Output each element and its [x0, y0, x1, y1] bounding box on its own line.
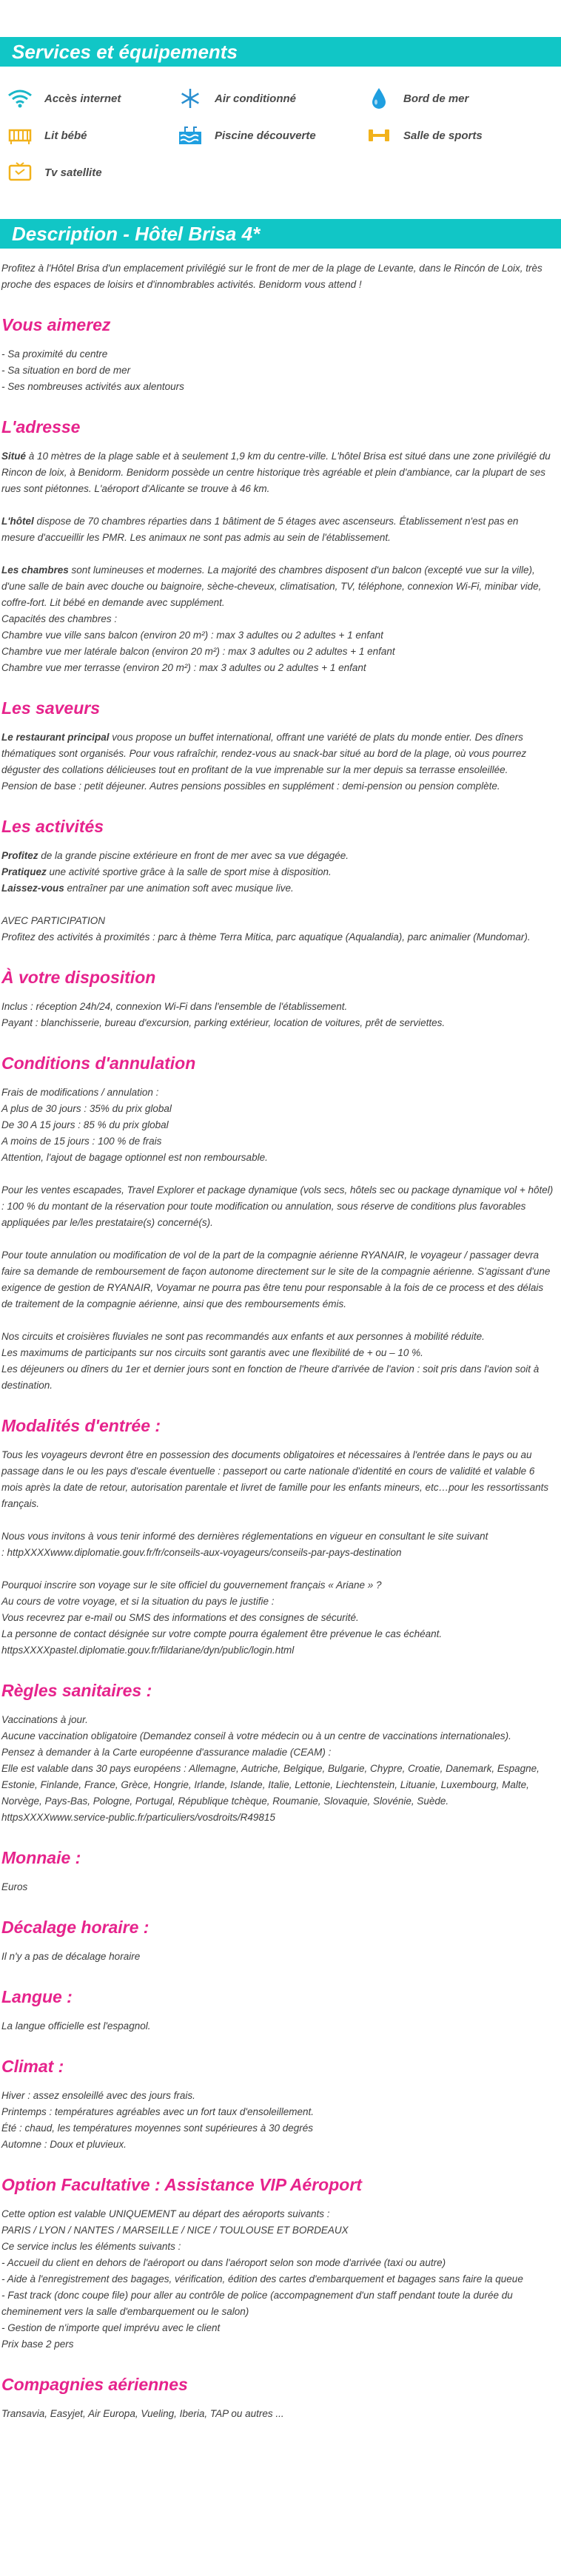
service-gym: [365, 123, 554, 148]
section-title-disposition: À votre disposition: [1, 968, 156, 987]
section-title-vous-aimerez: Vous aimerez: [1, 315, 111, 334]
section-title-monnaie: Monnaie :: [1, 1848, 81, 1867]
section-title-adresse: L'adresse: [1, 417, 81, 436]
saveurs-text: [1, 729, 554, 778]
service-label: Air conditionné: [215, 92, 296, 105]
annulation-line: Attention, l'ajout de bagage optionnel est non remboursable.: [1, 1152, 268, 1163]
paragraph-text: vous propose un buffet international, offrant une variété de plats du monde entier. Des dîners thématiques sont organisés. Pour vous rafraîchir, rendez-vous au snack-bar situé au bord de la plage, où vous pourrez déguster des collations délicieuses tout en profitant de la vue imprenable sur la mer depuis sa terrasse ensoleillée.: [1, 732, 527, 775]
dumbbell-icon: [365, 123, 393, 148]
activite-line: [1, 880, 554, 897]
service-label: Bord de mer: [403, 92, 469, 105]
vip-line: PARIS / LYON / NANTES / MARSEILLE / NICE / TOULOUSE ET BORDEAUX: [1, 2225, 349, 2236]
service-aircon: [176, 86, 365, 111]
bold-lead: Situé: [1, 451, 27, 462]
services-grid: [0, 67, 561, 185]
description-intro: Profitez à l'Hôtel Brisa d'un emplacement privilégié sur le front de mer de la plage de Levante, dans le Rincón de Loix, très proche des espaces de loisirs et d'innombrables activités. Benidorm vous attend !: [1, 263, 542, 290]
bold-lead: Les chambres: [1, 564, 69, 576]
service-internet: [6, 86, 176, 111]
annulation-line: Les maximums de participants sur nos circuits sont garantis avec une flexibilité de + ou – 10 %.: [1, 1347, 423, 1358]
bold-lead: Pratiquez: [1, 866, 47, 877]
paragraph-text: une activité sportive grâce à la salle de sport mise à disposition.: [46, 866, 332, 877]
annulation-line: Les déjeuners ou dîners du 1er et dernier jours sont en fonction de l'heure d'arrivée de l'avion : soit pris dans l'avion soit à destination.: [1, 1363, 540, 1391]
climat-line: Été : chaud, les températures moyennes sont supérieures à 30 degrés: [1, 2122, 313, 2134]
saveurs-pension: Pension de base : petit déjeuner. Autres pensions possibles en supplément : demi-pension ou pension complète.: [1, 780, 500, 792]
vip-line: - Fast track (donc coupe file) pour aller au contrôle de police (accompagnement d'un staff pendant toute la durée du cheminement vers la salle d'embarquement ou le salon): [1, 2290, 513, 2317]
vip-line: Cette option est valable UNIQUEMENT au départ des aéroports suivants :: [1, 2208, 330, 2219]
service-label: Accès internet: [44, 92, 121, 105]
room-line: Chambre vue ville sans balcon (environ 20 m²) : max 3 adultes ou 2 adultes + 1 enfant: [1, 630, 383, 641]
service-label: Tv satellite: [44, 166, 102, 179]
entree-link[interactable]: httpsXXXXpastel.diplomatie.gouv.fr/fildariane/dyn/public/login.html: [1, 1645, 295, 1656]
section-title-vip: Option Facultative : Assistance VIP Aéroport: [1, 2175, 362, 2194]
annulation-line: De 30 A 15 jours : 85 % du prix global: [1, 1119, 169, 1130]
pool-icon: [176, 123, 204, 148]
sanitaires-line: Aucune vaccination obligatoire (Demandez conseil à votre médecin ou à un centre de vaccinations internationales).: [1, 1730, 511, 1742]
compagnies-text: Transavia, Easyjet, Air Europa, Vueling, Iberia, TAP ou autres ...: [1, 2408, 284, 2419]
entree-documents: Tous les voyageurs devront être en possession des documents obligatoires et nécessaires à l'entrée dans le pays ou au passage dans le ou les pays d'escale éventuelle : passeport ou carte nationale d'identité en cours de validité et valable 6 mois après la date de retour, autorisation parentale et livret de famille pour les enfants mineurs, etc…pour les ressortissants français.: [1, 1449, 549, 1509]
section-title-entree: Modalités d'entrée :: [1, 1416, 161, 1435]
adresse-capacites: Capacités des chambres :: [1, 613, 118, 624]
climat-line: Automne : Doux et pluvieux.: [1, 2139, 127, 2150]
entree-line: La personne de contact désignée sur votre compte pourra également être prévenue le cas échéant.: [1, 1628, 443, 1639]
room-line: Chambre vue mer latérale balcon (environ 20 m²) : max 3 adultes ou 2 adultes + 1 enfant: [1, 646, 395, 657]
paragraph-text: entraîner par une animation soft avec musique live.: [64, 883, 294, 894]
room-line: Chambre vue mer terrasse (environ 20 m²) : max 3 adultes ou 2 adultes + 1 enfant: [1, 662, 366, 673]
climat-line: Printemps : températures agréables avec un fort taux d'ensoleillement.: [1, 2106, 315, 2117]
baby-crib-icon: [6, 123, 34, 148]
paragraph-text: dispose de 70 chambres réparties dans 1 bâtiment de 5 étages avec ascenseurs. Établissement n'est pas en mesure d'accueillir les PMR. Les animaux ne sont pas admis au sein de l'établissement.: [1, 516, 519, 543]
vous-aimerez-list: [1, 346, 554, 395]
sanitaires-line: Pensez à demander à la Carte européenne d'assurance maladie (CEAM) :: [1, 1747, 332, 1758]
annulation-line: A plus de 30 jours : 35% du prix global: [1, 1103, 172, 1114]
bold-lead: Profitez: [1, 850, 38, 861]
adresse-chambres: [1, 562, 554, 611]
vip-line: - Accueil du client en dehors de l'aéroport ou dans l'aéroport selon son mode d'arrivée (taxi ou autre): [1, 2257, 446, 2268]
vip-line: - Gestion de n'importe quel imprévu avec le client: [1, 2322, 221, 2333]
annulation-line: Nos circuits et croisières fluviales ne sont pas recommandés aux enfants et aux personnes à mobilité réduite.: [1, 1331, 485, 1342]
section-title-climat: Climat :: [1, 2057, 64, 2076]
snowflake-icon: [176, 86, 204, 111]
list-item: - Ses nombreuses activités aux alentours: [1, 381, 184, 392]
bold-lead: Laissez-vous: [1, 883, 64, 894]
section-title-decalage: Décalage horaire :: [1, 1918, 150, 1937]
service-tv: [6, 160, 176, 185]
entree-line: Nous vous invitons à vous tenir informé des dernières réglementations en vigueur en consultant le site suivant: [1, 1531, 488, 1542]
paragraph-text: de la grande piscine extérieure en front de mer avec sa vue dégagée.: [38, 850, 349, 861]
bold-lead: Le restaurant principal: [1, 732, 110, 743]
activites-avec-text: Profitez des activités à proximités : parc à thème Terra Mitica, parc aquatique (Aqualandia), parc animalier (Mundomar).: [1, 931, 531, 943]
service-pool: [176, 123, 365, 148]
sanitaires-line: Elle est valable dans 30 pays européens : Allemagne, Autriche, Belgique, Bulgarie, Chypre, Croatie, Danemark, Espagne, Estonie, Finlande, France, Grèce, Hongrie, Irlande, Islande, Italie, Lettonie, Liechtenstein, Lituanie, Luxembourg, Malte, Norvège, Pays-Bas, Pologne, Portugal, République tchèque, Roumanie, Slovaquie, Slovénie, Suède.: [1, 1763, 540, 1807]
langue-text: La langue officielle est l'espagnol.: [1, 2020, 151, 2032]
paragraph-text: à 10 mètres de la plage sable et à seulement 1,9 km du centre-ville. L'hôtel Brisa est situé dans une zone privilégié du Rincon de loix, à Benidorm. Benidorm possède un centre historique très agréable et plein d'ambiance, car la plupart de ses rues sont piétonnes. L'aéroport d'Alicante se trouve à 46 km.: [1, 451, 551, 494]
adresse-hotel: [1, 513, 554, 546]
entree-line: Pourquoi inscrire son voyage sur le site officiel du gouvernement français « Ariane » ?: [1, 1579, 382, 1591]
climat-line: Hiver : assez ensoleillé avec des jours frais.: [1, 2090, 195, 2101]
vip-line: Prix base 2 pers: [1, 2339, 74, 2350]
entree-link[interactable]: : httpXXXXwww.diplomatie.gouv.fr/fr/conseils-aux-voyageurs/conseils-par-pays-destination: [1, 1547, 402, 1558]
wifi-icon: [6, 86, 34, 111]
entree-line: Vous recevrez par e-mail ou SMS des informations et des consignes de sécurité.: [1, 1612, 359, 1623]
section-title-saveurs: Les saveurs: [1, 698, 100, 718]
section-title-compagnies: Compagnies aériennes: [1, 2375, 188, 2394]
monnaie-text: Euros: [1, 1881, 28, 1892]
annulation-line: A moins de 15 jours : 100 % de frais: [1, 1136, 162, 1147]
decalage-text: Il n'y a pas de décalage horaire: [1, 1951, 141, 1962]
sanitaires-link[interactable]: httpsXXXXwww.service-public.fr/particuliers/vosdroits/R49815: [1, 1812, 275, 1823]
service-seaside: [365, 86, 554, 111]
annulation-escapades: Pour les ventes escapades, Travel Explorer et package dynamique (vols secs, hôtels sec ou package dynamique vol + hôtel) : 100 % du montant de la réservation pour toute modification ou annulation, sous réserve de conditions plus favorables appliquées par le/les prestataire(s) concerné(s).: [1, 1184, 554, 1228]
section-title-activites: Les activités: [1, 817, 104, 836]
entree-line: Au cours de votre voyage, et si la situation du pays le justifie :: [1, 1596, 275, 1607]
vip-line: - Aide à l'enregistrement des bagages, vérification, édition des cartes d'embarquement et bagages sans faire la queue: [1, 2273, 523, 2285]
annulation-ryanair: Pour toute annulation ou modification de vol de la part de la compagnie aérienne RYANAIR, le voyageur / passager devra faire sa demande de remboursement de façon autonome directement sur le site de la compagnie aérienne. S'agissant d'une exigence de gestion de RYANAIR, Voyamar ne pourra pas être tenu pour responsable à la fois de ce process et des délais de traitement de la compagnie aérienne, ainsi que des remboursements émis.: [1, 1250, 551, 1309]
service-label: Salle de sports: [403, 129, 483, 142]
sanitaires-line: Vaccinations à jour.: [1, 1714, 88, 1725]
service-crib: [6, 123, 176, 148]
activite-line: [1, 848, 554, 864]
disposition-payant: Payant : blanchisserie, bureau d'excursion, parking extérieur, location de voitures, prêt de serviettes.: [1, 1017, 446, 1028]
paragraph-text: sont lumineuses et modernes. La majorité des chambres disposent d'un balcon (excepté vue sur la ville), d'une salle de bain avec douche ou baignoire, sèche-cheveux, climatisation, TV, téléphone, connexion Wi-Fi, minibar vide, coffre-fort. Lit bébé en demande avec supplément.: [1, 564, 542, 608]
list-item: - Sa situation en bord de mer: [1, 365, 131, 376]
activites-avec-label: AVEC PARTICIPATION: [1, 915, 106, 926]
section-title-sanitaires: Règles sanitaires :: [1, 1681, 152, 1700]
section-title-langue: Langue :: [1, 1987, 73, 2006]
description-header: Description - Hôtel Brisa 4*: [0, 219, 561, 249]
adresse-situe: [1, 448, 554, 497]
disposition-inclus: Inclus : réception 24h/24, connexion Wi-Fi dans l'ensemble de l'établissement.: [1, 1001, 348, 1012]
vip-line: Ce service inclus les éléments suivants :: [1, 2241, 181, 2252]
water-drop-icon: [365, 86, 393, 111]
bold-lead: L'hôtel: [1, 516, 34, 527]
activite-line: [1, 864, 554, 880]
services-header: Services et équipements: [0, 37, 561, 67]
list-item: - Sa proximité du centre: [1, 348, 108, 360]
service-label: Piscine découverte: [215, 129, 316, 142]
description-content: [0, 260, 561, 2422]
annulation-line: Frais de modifications / annulation :: [1, 1087, 159, 1098]
service-label: Lit bébé: [44, 129, 87, 142]
tv-icon: [6, 160, 34, 185]
section-title-annulation: Conditions d'annulation: [1, 1053, 196, 1073]
